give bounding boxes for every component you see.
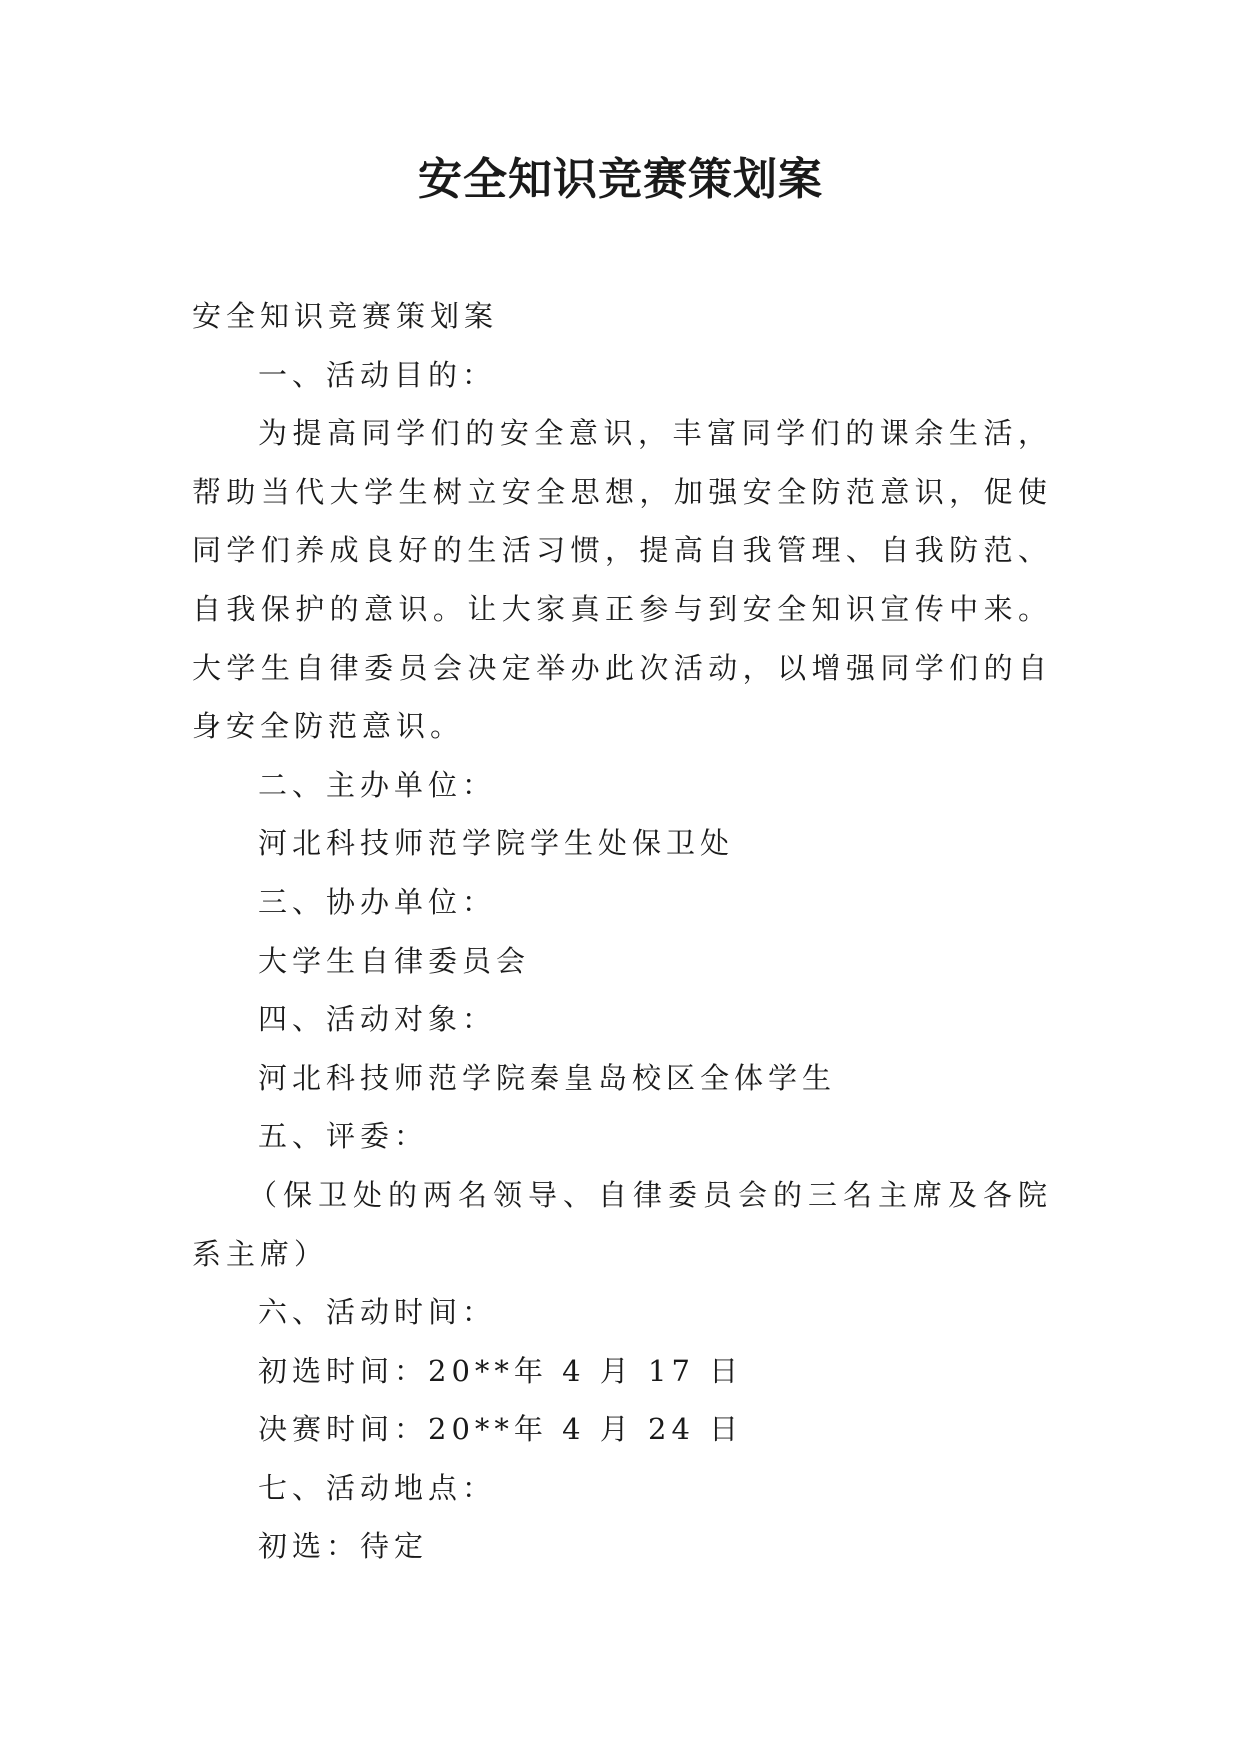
preliminary-time: 初选时间：20**年 4 月 17 日 — [258, 1353, 744, 1388]
final-time: 决赛时间：20**年 4 月 24 日 — [258, 1412, 744, 1447]
document-body — [192, 287, 1052, 1576]
purpose-paragraph: 为提高同学们的安全意识，丰富同学们的课余生活，帮助当代大学生树立安全思想，加强安全防范意识，促使同学们养成良好的生活习惯，提高自我管理、自我防范、自我保护的意识。让大家真正参与到安全知识宣传中来。大学生自律委员会决定举办此次活动，以增强同学们的自身安全防范意识。 — [192, 416, 1052, 744]
preliminary-location: 初选：待定 — [258, 1529, 429, 1564]
section-heading-organizer: 二、主办单位： — [258, 767, 497, 802]
section-heading-judges: 五、评委： — [258, 1119, 429, 1154]
document-title: 安全知识竞赛策划案 — [418, 154, 823, 205]
section-heading-participants: 四、活动对象： — [258, 1002, 497, 1037]
section-heading-co-organizer: 三、协办单位： — [258, 884, 497, 919]
organizer-text: 河北科技师范学院学生处保卫处 — [258, 826, 735, 861]
judges-text: （保卫处的两名领导、自律委员会的三名主席及各院系主席） — [192, 1177, 1052, 1271]
subtitle-line: 安全知识竞赛策划案 — [192, 299, 499, 333]
co-organizer-text: 大学生自律委员会 — [258, 943, 531, 978]
section-heading-location: 七、活动地点： — [258, 1470, 497, 1505]
section-heading-time: 六、活动时间： — [258, 1295, 497, 1330]
section-heading-purpose: 一、活动目的： — [258, 357, 497, 392]
participants-text: 河北科技师范学院秦皇岛校区全体学生 — [258, 1060, 837, 1095]
